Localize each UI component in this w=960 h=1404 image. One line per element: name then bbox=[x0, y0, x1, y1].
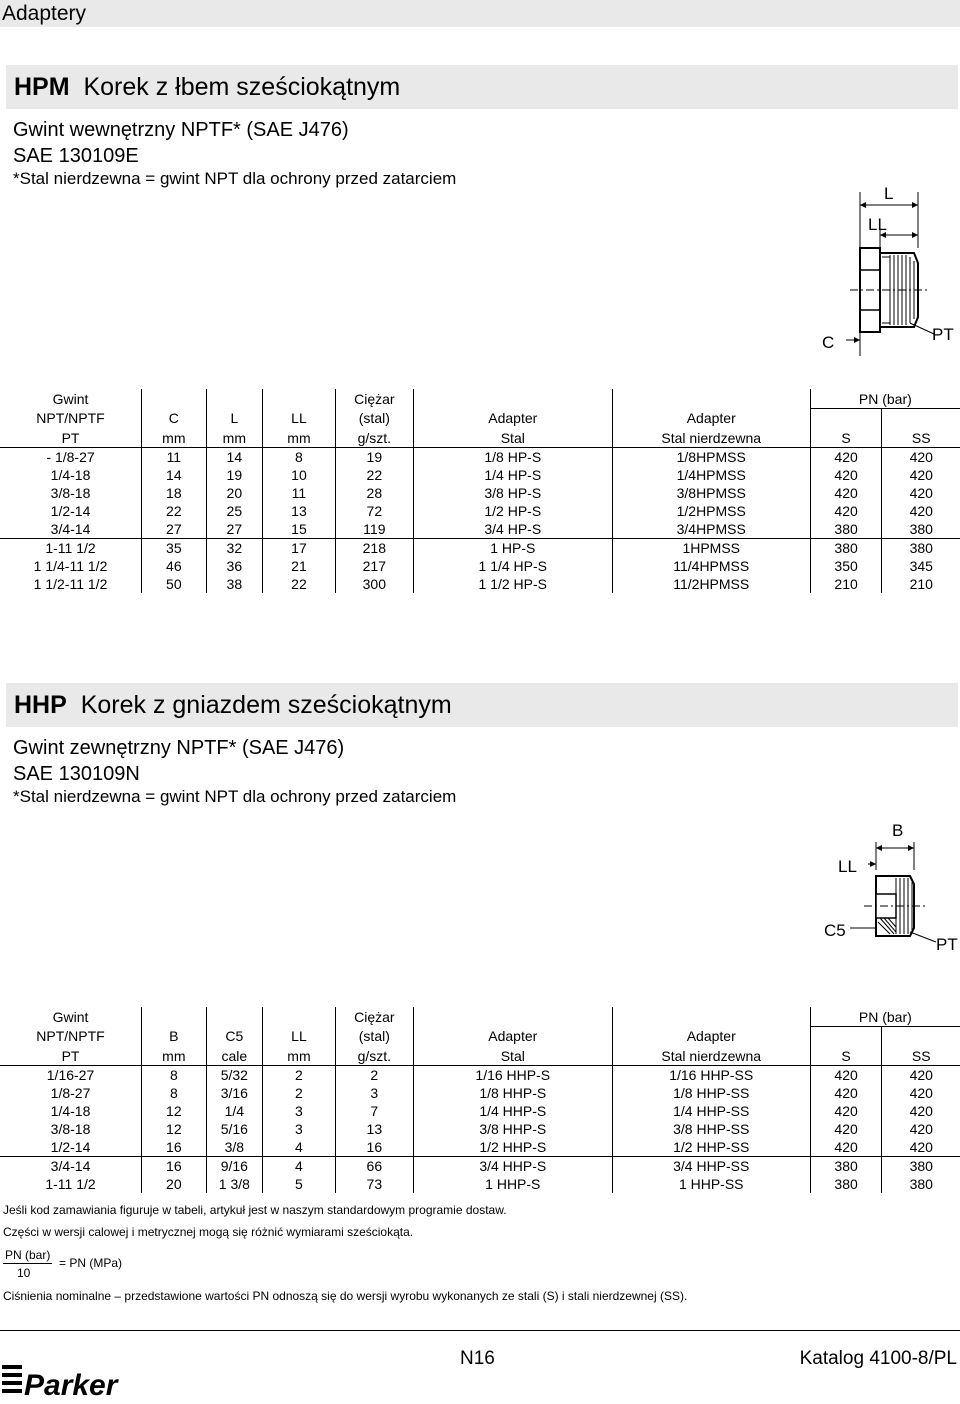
hhp-cell: 5 bbox=[263, 1175, 336, 1193]
hhp-cell: 3/8 HHP-SS bbox=[612, 1120, 810, 1138]
hpm-cell: 420 bbox=[882, 484, 960, 502]
footer-catalog: Katalog 4100-8/PL bbox=[799, 1348, 957, 1369]
hpm-cell: 22 bbox=[263, 575, 336, 593]
hpm-title: Korek z łbem sześciokątnym bbox=[83, 73, 401, 101]
hpm-cell: 1/2HPMSS bbox=[612, 502, 810, 520]
hhp-plug-diagram bbox=[820, 812, 960, 958]
hpm-cell: 11 bbox=[142, 448, 207, 467]
hhp-cell: 1/16 HHP-SS bbox=[612, 1066, 810, 1085]
hhp-table-row bbox=[0, 1084, 960, 1102]
hhp-cell: 2 bbox=[263, 1066, 336, 1085]
hpm-dim-c: C bbox=[822, 333, 835, 352]
hhp-cell: 1 HHP-SS bbox=[612, 1175, 810, 1193]
hhp-cell: 1/8 HHP-S bbox=[413, 1084, 612, 1102]
hpm-table-row bbox=[0, 448, 960, 467]
hpm-cell: 1-11 1/2 bbox=[0, 539, 142, 558]
hhp-cell: 380 bbox=[810, 1175, 882, 1193]
hpm-cell: 1/8 HP-S bbox=[413, 448, 612, 467]
hhp-cell: 3/4 HHP-S bbox=[413, 1157, 612, 1176]
hpm-cell: 3/8 HP-S bbox=[413, 484, 612, 502]
hpm-cell: 420 bbox=[810, 466, 882, 484]
hpm-title-bar bbox=[6, 65, 958, 109]
hpm-cell: 3/8HPMSS bbox=[612, 484, 810, 502]
hhp-cell: 3/4-14 bbox=[0, 1157, 142, 1176]
hpm-cell: 1 1/2 HP-S bbox=[413, 575, 612, 593]
hpm-table-row bbox=[0, 520, 960, 539]
hhp-cell: 2 bbox=[263, 1084, 336, 1102]
hpm-cell: 22 bbox=[142, 502, 207, 520]
hhp-cell: 420 bbox=[882, 1138, 960, 1157]
hpm-head-ciezar: Ciężar bbox=[335, 389, 413, 409]
footer-divider bbox=[0, 1330, 960, 1331]
hhp-table-body bbox=[0, 1066, 960, 1194]
note-nominal-pressure: Ciśnienia nominalne – przedstawione wartości PN odnoszą się do wersji wyrobu wykonanych ze stali (S) i stali nierdzewnej (SS). bbox=[3, 1289, 688, 1303]
hpm-cell: - 1/8-27 bbox=[46, 449, 95, 465]
hpm-cell: 38 bbox=[206, 575, 262, 593]
hpm-cell: 18 bbox=[142, 484, 207, 502]
hpm-cell: 28 bbox=[335, 484, 413, 502]
hhp-code: HHP bbox=[14, 691, 67, 719]
hhp-cell: 1-11 1/2 bbox=[45, 1176, 96, 1192]
hhp-dim-b: B bbox=[892, 821, 904, 840]
hhp-header-row-2: NPT/NPTF B C5 LL (stal) Adapter Adapter bbox=[0, 1027, 960, 1047]
hpm-cell: 350 bbox=[810, 557, 882, 575]
hpm-cell: 21 bbox=[263, 557, 336, 575]
hhp-cell: 420 bbox=[810, 1138, 882, 1157]
hpm-cell: 420 bbox=[810, 484, 882, 502]
formula-numerator: PN (bar) bbox=[5, 1248, 51, 1262]
hhp-subtitle-1: Gwint zewnętrzny NPTF* (SAE J476) bbox=[13, 737, 345, 759]
hhp-table-row bbox=[0, 1157, 960, 1176]
hpm-table-row bbox=[0, 466, 960, 484]
hhp-cell: 8 bbox=[142, 1066, 207, 1085]
hpm-table-row bbox=[0, 502, 960, 520]
hhp-subtitle-3: *Stal nierdzewna = gwint NPT dla ochrony przed zatarciem bbox=[13, 787, 457, 806]
hpm-cell: 3/4HPMSS bbox=[612, 520, 810, 539]
hhp-title: Korek z gniazdem sześciokątnym bbox=[80, 691, 452, 719]
hhp-cell: 3/8 bbox=[206, 1138, 262, 1157]
hhp-cell: 1/4 HHP-SS bbox=[612, 1102, 810, 1120]
hpm-dim-pt: PT bbox=[932, 325, 954, 344]
hhp-table-row bbox=[0, 1120, 960, 1138]
hhp-cell: 16 bbox=[142, 1138, 207, 1157]
hhp-cell: 4 bbox=[263, 1138, 336, 1157]
hpm-cell: 3/4-14 bbox=[50, 521, 91, 537]
hhp-cell: 3/16 bbox=[206, 1084, 262, 1102]
hpm-cell: 1/4 HP-S bbox=[413, 466, 612, 484]
hhp-table-row bbox=[0, 1102, 960, 1120]
hpm-cell: 72 bbox=[335, 502, 413, 520]
hpm-cell: 345 bbox=[882, 557, 960, 575]
page-header bbox=[0, 0, 960, 27]
hpm-cell: 14 bbox=[142, 466, 207, 484]
hhp-head-gwint: Gwint bbox=[52, 1008, 89, 1025]
hhp-cell: 1/8-27 bbox=[50, 1085, 91, 1101]
hhp-cell: 66 bbox=[335, 1157, 413, 1176]
hpm-cell: 380 bbox=[882, 539, 960, 558]
hpm-table bbox=[0, 389, 960, 593]
hhp-subtitle-2: SAE 130109N bbox=[13, 763, 140, 785]
hpm-cell: 14 bbox=[206, 448, 262, 467]
hhp-head-pn: PN (bar) bbox=[810, 1007, 960, 1027]
hhp-cell: 1/2 HHP-SS bbox=[612, 1138, 810, 1157]
hpm-cell: 119 bbox=[335, 520, 413, 539]
hpm-cell: 380 bbox=[882, 520, 960, 539]
hhp-cell: 1 3/8 bbox=[206, 1175, 262, 1193]
hhp-dim-c5: C5 bbox=[824, 921, 846, 940]
hpm-cell: 27 bbox=[142, 520, 207, 539]
hhp-cell: 420 bbox=[810, 1102, 882, 1120]
hpm-cell: 1/2 HP-S bbox=[413, 502, 612, 520]
hpm-cell: 1 1/4 HP-S bbox=[413, 557, 612, 575]
hhp-cell: 420 bbox=[810, 1066, 882, 1085]
hhp-cell: 7 bbox=[335, 1102, 413, 1120]
hhp-cell: 5/32 bbox=[206, 1066, 262, 1085]
note-hex-sizes: Części w wersji calowej i metrycznej mogą się różnić wymiarami sześciokąta. bbox=[3, 1225, 414, 1239]
hpm-header-row-2: NPT/NPTF C L LL (stal) Adapter Adapter bbox=[0, 409, 960, 429]
hhp-table-row bbox=[0, 1066, 960, 1085]
hpm-dim-l: L bbox=[884, 184, 894, 203]
hpm-cell: 1 1/4-11 1/2 bbox=[33, 558, 108, 574]
hpm-subtitle-1: Gwint wewnętrzny NPTF* (SAE J476) bbox=[13, 119, 349, 141]
hpm-cell: 380 bbox=[810, 520, 882, 539]
hhp-dim-pt: PT bbox=[936, 935, 958, 954]
hhp-title-bar bbox=[6, 683, 958, 727]
hhp-cell: 3 bbox=[263, 1102, 336, 1120]
hpm-table-row bbox=[0, 557, 960, 575]
hpm-cell: 11 bbox=[263, 484, 336, 502]
hhp-cell: 1/2 HHP-S bbox=[413, 1138, 612, 1157]
hhp-cell: 5/16 bbox=[206, 1120, 262, 1138]
hpm-cell: 36 bbox=[206, 557, 262, 575]
hpm-plug-diagram bbox=[810, 178, 960, 356]
hhp-cell: 1/4 bbox=[206, 1102, 262, 1120]
hpm-cell: 218 bbox=[335, 539, 413, 558]
hpm-cell: 1/4HPMSS bbox=[612, 466, 810, 484]
hpm-cell: 380 bbox=[810, 539, 882, 558]
hhp-header-row-1 bbox=[0, 1007, 960, 1027]
hpm-cell: 420 bbox=[882, 502, 960, 520]
hpm-cell: 1/4-18 bbox=[50, 467, 91, 483]
hhp-cell: 1/16-27 bbox=[46, 1067, 95, 1083]
hpm-table-row bbox=[0, 484, 960, 502]
hhp-cell: 16 bbox=[142, 1157, 207, 1176]
hpm-header-row-3: PT mm mm mm g/szt. Stal Stal nierdzewna S SS bbox=[0, 428, 960, 448]
hhp-cell: 3/8 HHP-S bbox=[413, 1120, 612, 1138]
hhp-cell: 380 bbox=[882, 1175, 960, 1193]
hpm-cell: 20 bbox=[206, 484, 262, 502]
parker-logo bbox=[2, 1355, 134, 1401]
parker-logo-text: Parker bbox=[24, 1369, 118, 1401]
hhp-head-ciezar: Ciężar bbox=[335, 1007, 413, 1027]
hhp-dim-ll: LL bbox=[838, 857, 857, 876]
hpm-cell: 32 bbox=[206, 539, 262, 558]
hpm-cell: 19 bbox=[206, 466, 262, 484]
hhp-cell: 420 bbox=[882, 1102, 960, 1120]
hhp-header-row-3: PT mm cale mm g/szt. Stal Stal nierdzewna S SS bbox=[0, 1046, 960, 1066]
hhp-cell: 420 bbox=[810, 1084, 882, 1102]
hhp-cell: 420 bbox=[882, 1120, 960, 1138]
hhp-table-row bbox=[0, 1138, 960, 1157]
hpm-cell: 11/2HPMSS bbox=[612, 575, 810, 593]
hhp-cell: 9/16 bbox=[206, 1157, 262, 1176]
hhp-cell: 1/16 HHP-S bbox=[413, 1066, 612, 1085]
hhp-cell: 16 bbox=[335, 1138, 413, 1157]
hhp-cell: 380 bbox=[810, 1157, 882, 1176]
hhp-cell: 3 bbox=[263, 1120, 336, 1138]
hpm-cell: 13 bbox=[263, 502, 336, 520]
footer-page-number: N16 bbox=[460, 1348, 495, 1369]
hhp-cell: 8 bbox=[142, 1084, 207, 1102]
hhp-cell: 2 bbox=[335, 1066, 413, 1085]
hpm-cell: 420 bbox=[882, 448, 960, 467]
hpm-cell: 300 bbox=[335, 575, 413, 593]
hhp-cell: 3/4 HHP-SS bbox=[612, 1157, 810, 1176]
hpm-cell: 1/8HPMSS bbox=[612, 448, 810, 467]
hpm-cell: 19 bbox=[335, 448, 413, 467]
hhp-cell: 4 bbox=[263, 1157, 336, 1176]
hpm-cell: 15 bbox=[263, 520, 336, 539]
hpm-cell: 420 bbox=[810, 502, 882, 520]
hhp-cell: 380 bbox=[882, 1157, 960, 1176]
hpm-cell: 8 bbox=[263, 448, 336, 467]
hpm-cell: 210 bbox=[882, 575, 960, 593]
page-header-title: Adaptery bbox=[2, 2, 87, 25]
hhp-cell: 20 bbox=[142, 1175, 207, 1193]
hpm-subtitle-3: *Stal nierdzewna = gwint NPT dla ochrony przed zatarciem bbox=[13, 169, 457, 188]
hhp-cell: 420 bbox=[810, 1120, 882, 1138]
hhp-cell: 1/4 HHP-S bbox=[413, 1102, 612, 1120]
hpm-cell: 17 bbox=[263, 539, 336, 558]
hhp-cell: 12 bbox=[142, 1120, 207, 1138]
hpm-code: HPM bbox=[14, 73, 70, 101]
hpm-cell: 27 bbox=[206, 520, 262, 539]
hpm-head-pn: PN (bar) bbox=[810, 389, 960, 409]
hhp-cell: 13 bbox=[335, 1120, 413, 1138]
hpm-table-row bbox=[0, 539, 960, 558]
hpm-header-row-1 bbox=[0, 389, 960, 409]
hpm-cell: 420 bbox=[882, 466, 960, 484]
hhp-cell: 1/2-14 bbox=[50, 1139, 91, 1155]
hhp-cell: 420 bbox=[882, 1066, 960, 1085]
hhp-cell: 12 bbox=[142, 1102, 207, 1120]
hhp-cell: 73 bbox=[335, 1175, 413, 1193]
hpm-table-row bbox=[0, 575, 960, 593]
hpm-cell: 1/2-14 bbox=[50, 503, 91, 519]
hhp-cell: 1 HHP-S bbox=[413, 1175, 612, 1193]
hhp-cell: 1/8 HHP-SS bbox=[612, 1084, 810, 1102]
hpm-cell: 3/4 HP-S bbox=[413, 520, 612, 539]
hpm-cell: 46 bbox=[142, 557, 207, 575]
hpm-head-gwint: Gwint bbox=[52, 390, 89, 407]
hpm-cell: 25 bbox=[206, 502, 262, 520]
hhp-cell: 420 bbox=[882, 1084, 960, 1102]
hhp-cell: 3/8-18 bbox=[50, 1121, 91, 1137]
formula-denominator: 10 bbox=[17, 1266, 31, 1280]
hhp-table bbox=[0, 1007, 960, 1193]
hpm-cell: 35 bbox=[142, 539, 207, 558]
hpm-cell: 11/4HPMSS bbox=[612, 557, 810, 575]
hpm-subtitle-2: SAE 130109E bbox=[13, 145, 139, 167]
hhp-cell: 1/4-18 bbox=[50, 1103, 91, 1119]
hpm-cell: 50 bbox=[142, 575, 207, 593]
hpm-cell: 210 bbox=[810, 575, 882, 593]
hpm-dim-ll: LL bbox=[868, 215, 887, 234]
hpm-cell: 217 bbox=[335, 557, 413, 575]
hpm-cell: 1 HP-S bbox=[413, 539, 612, 558]
hpm-cell: 22 bbox=[335, 466, 413, 484]
hhp-table-row bbox=[0, 1175, 960, 1193]
hpm-cell: 420 bbox=[810, 448, 882, 467]
note-order-code: Jeśli kod zamawiania figuruje w tabeli, artykuł jest w naszym standardowym programie dostaw. bbox=[3, 1203, 507, 1217]
hpm-cell: 3/8-18 bbox=[50, 485, 91, 501]
hpm-cell: 1HPMSS bbox=[612, 539, 810, 558]
hhp-cell: 3 bbox=[335, 1084, 413, 1102]
hpm-table-body bbox=[0, 448, 960, 594]
hpm-cell: 10 bbox=[263, 466, 336, 484]
formula-result: = PN (MPa) bbox=[59, 1256, 123, 1270]
hpm-cell: 1 1/2-11 1/2 bbox=[33, 576, 108, 592]
